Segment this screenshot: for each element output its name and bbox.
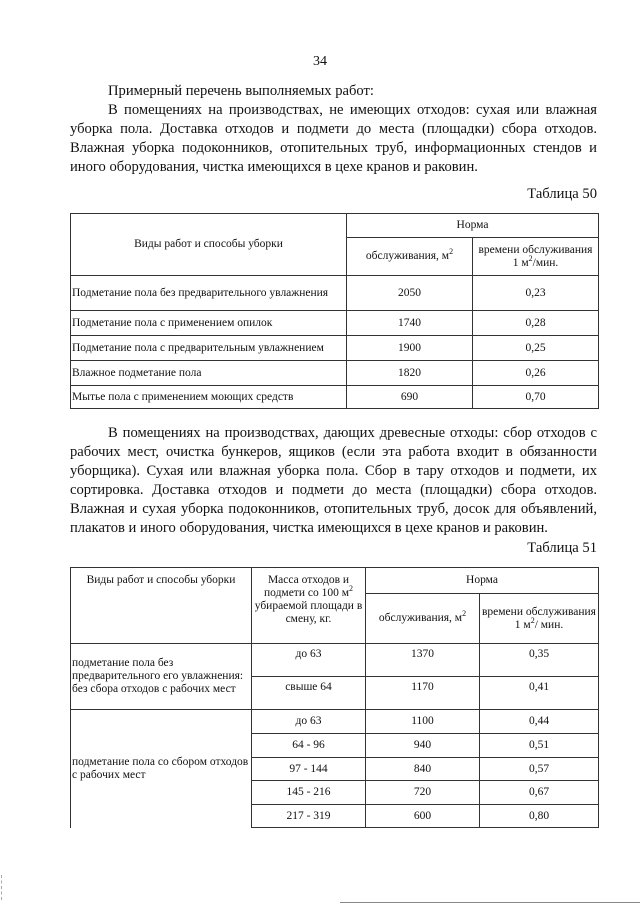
table-row: подметание пола без предварительного его увлажнения: без сбора отходов с рабочих мест до 63 1370 0,35	[71, 644, 599, 677]
table-row: Мытье пола с применением моющих средств 690 0,70	[71, 386, 599, 409]
table50-caption: Таблица 50	[527, 186, 597, 202]
intro-heading: Примерный перечень выполняемых работ:	[108, 83, 374, 99]
middle-section	[70, 424, 597, 538]
intro-section	[70, 82, 597, 177]
t51-header-work: Виды работ и способы уборки	[71, 568, 252, 644]
table-51	[70, 567, 599, 828]
t50-header-time: времени обслуживания 1 $м^2$/мин.	[473, 238, 599, 276]
t51-header-time: времени обслуживания 1 $м^2/$ мин.	[480, 594, 599, 644]
table-row: 97 - 144 840 0,57	[71, 758, 599, 781]
scan-edge-mark	[1, 875, 3, 900]
scan-bottom-edge	[340, 902, 640, 903]
table51-caption: Таблица 51	[527, 540, 597, 556]
table-row: 217 - 319 600 0,80	[71, 805, 599, 828]
table-50	[70, 213, 599, 409]
table-row: 64 - 96 940 0,51	[71, 734, 599, 758]
table-row: подметание пола со сбором отходов с рабочих мест до 63 1100 0,44	[71, 710, 599, 734]
middle-paragraph: В помещениях на производствах, дающих древесные отходы: сбор отходов с рабочих мест, очистка бункеров, ящиков (если эта работа входит в обязанности уборщика). Сухая или влажная уборка пола. Сбор в тару отходов и подмети, их сортировка. Доставка отходов и подмети до места (площадки) сбора отходов. Влажная и сухая уборка подоконников, отопительных труб, досок для объявлений, плакатов и иного оборудования, чистка имеющихся в цехе кранов и раковин.	[70, 425, 597, 536]
t50-header-area: обслуживания, $м^2$	[347, 238, 473, 276]
table-row: 145 - 216 720 0,67	[71, 781, 599, 805]
t51-header-area: обслуживания, $м^2$	[366, 594, 480, 644]
intro-paragraph: В помещениях на производствах, не имеющих отходов: сухая или влажная уборка пола. Доставка отходов и подмети до места (площадки) сбора отходов. Влажная уборка подоконников, отопительных труб, информационных стендов и иного оборудования, чистка имеющихся в цехе кранов и раковин.	[70, 102, 597, 175]
table-row: Подметание пола с предварительным увлажнением 1900 0,25	[71, 336, 599, 361]
page-number: 34	[313, 54, 327, 69]
t51-group1-work: подметание пола без предварительного его увлажнения: без сбора отходов с рабочих мест	[71, 644, 252, 710]
t50-header-norma: Норма	[347, 214, 599, 238]
table-row: Подметание пола без предварительного увлажнения 2050 0,23	[71, 276, 599, 311]
t51-header-mass: Масса отходов и подмети со 100 $м^2$ убираемой площади в смену, кг.	[252, 568, 366, 644]
table-row: Подметание пола с применением опилок 1740 0,28	[71, 311, 599, 336]
table-row: Влажное подметание пола 1820 0,26	[71, 361, 599, 386]
t51-header-norma: Норма	[366, 568, 599, 594]
table-row: свыше 64 1170 0,41	[71, 677, 599, 710]
t51-group2-work: подметание пола со сбором отходов с рабочих мест	[71, 710, 252, 828]
t50-header-work: Виды работ и способы уборки	[71, 214, 347, 276]
